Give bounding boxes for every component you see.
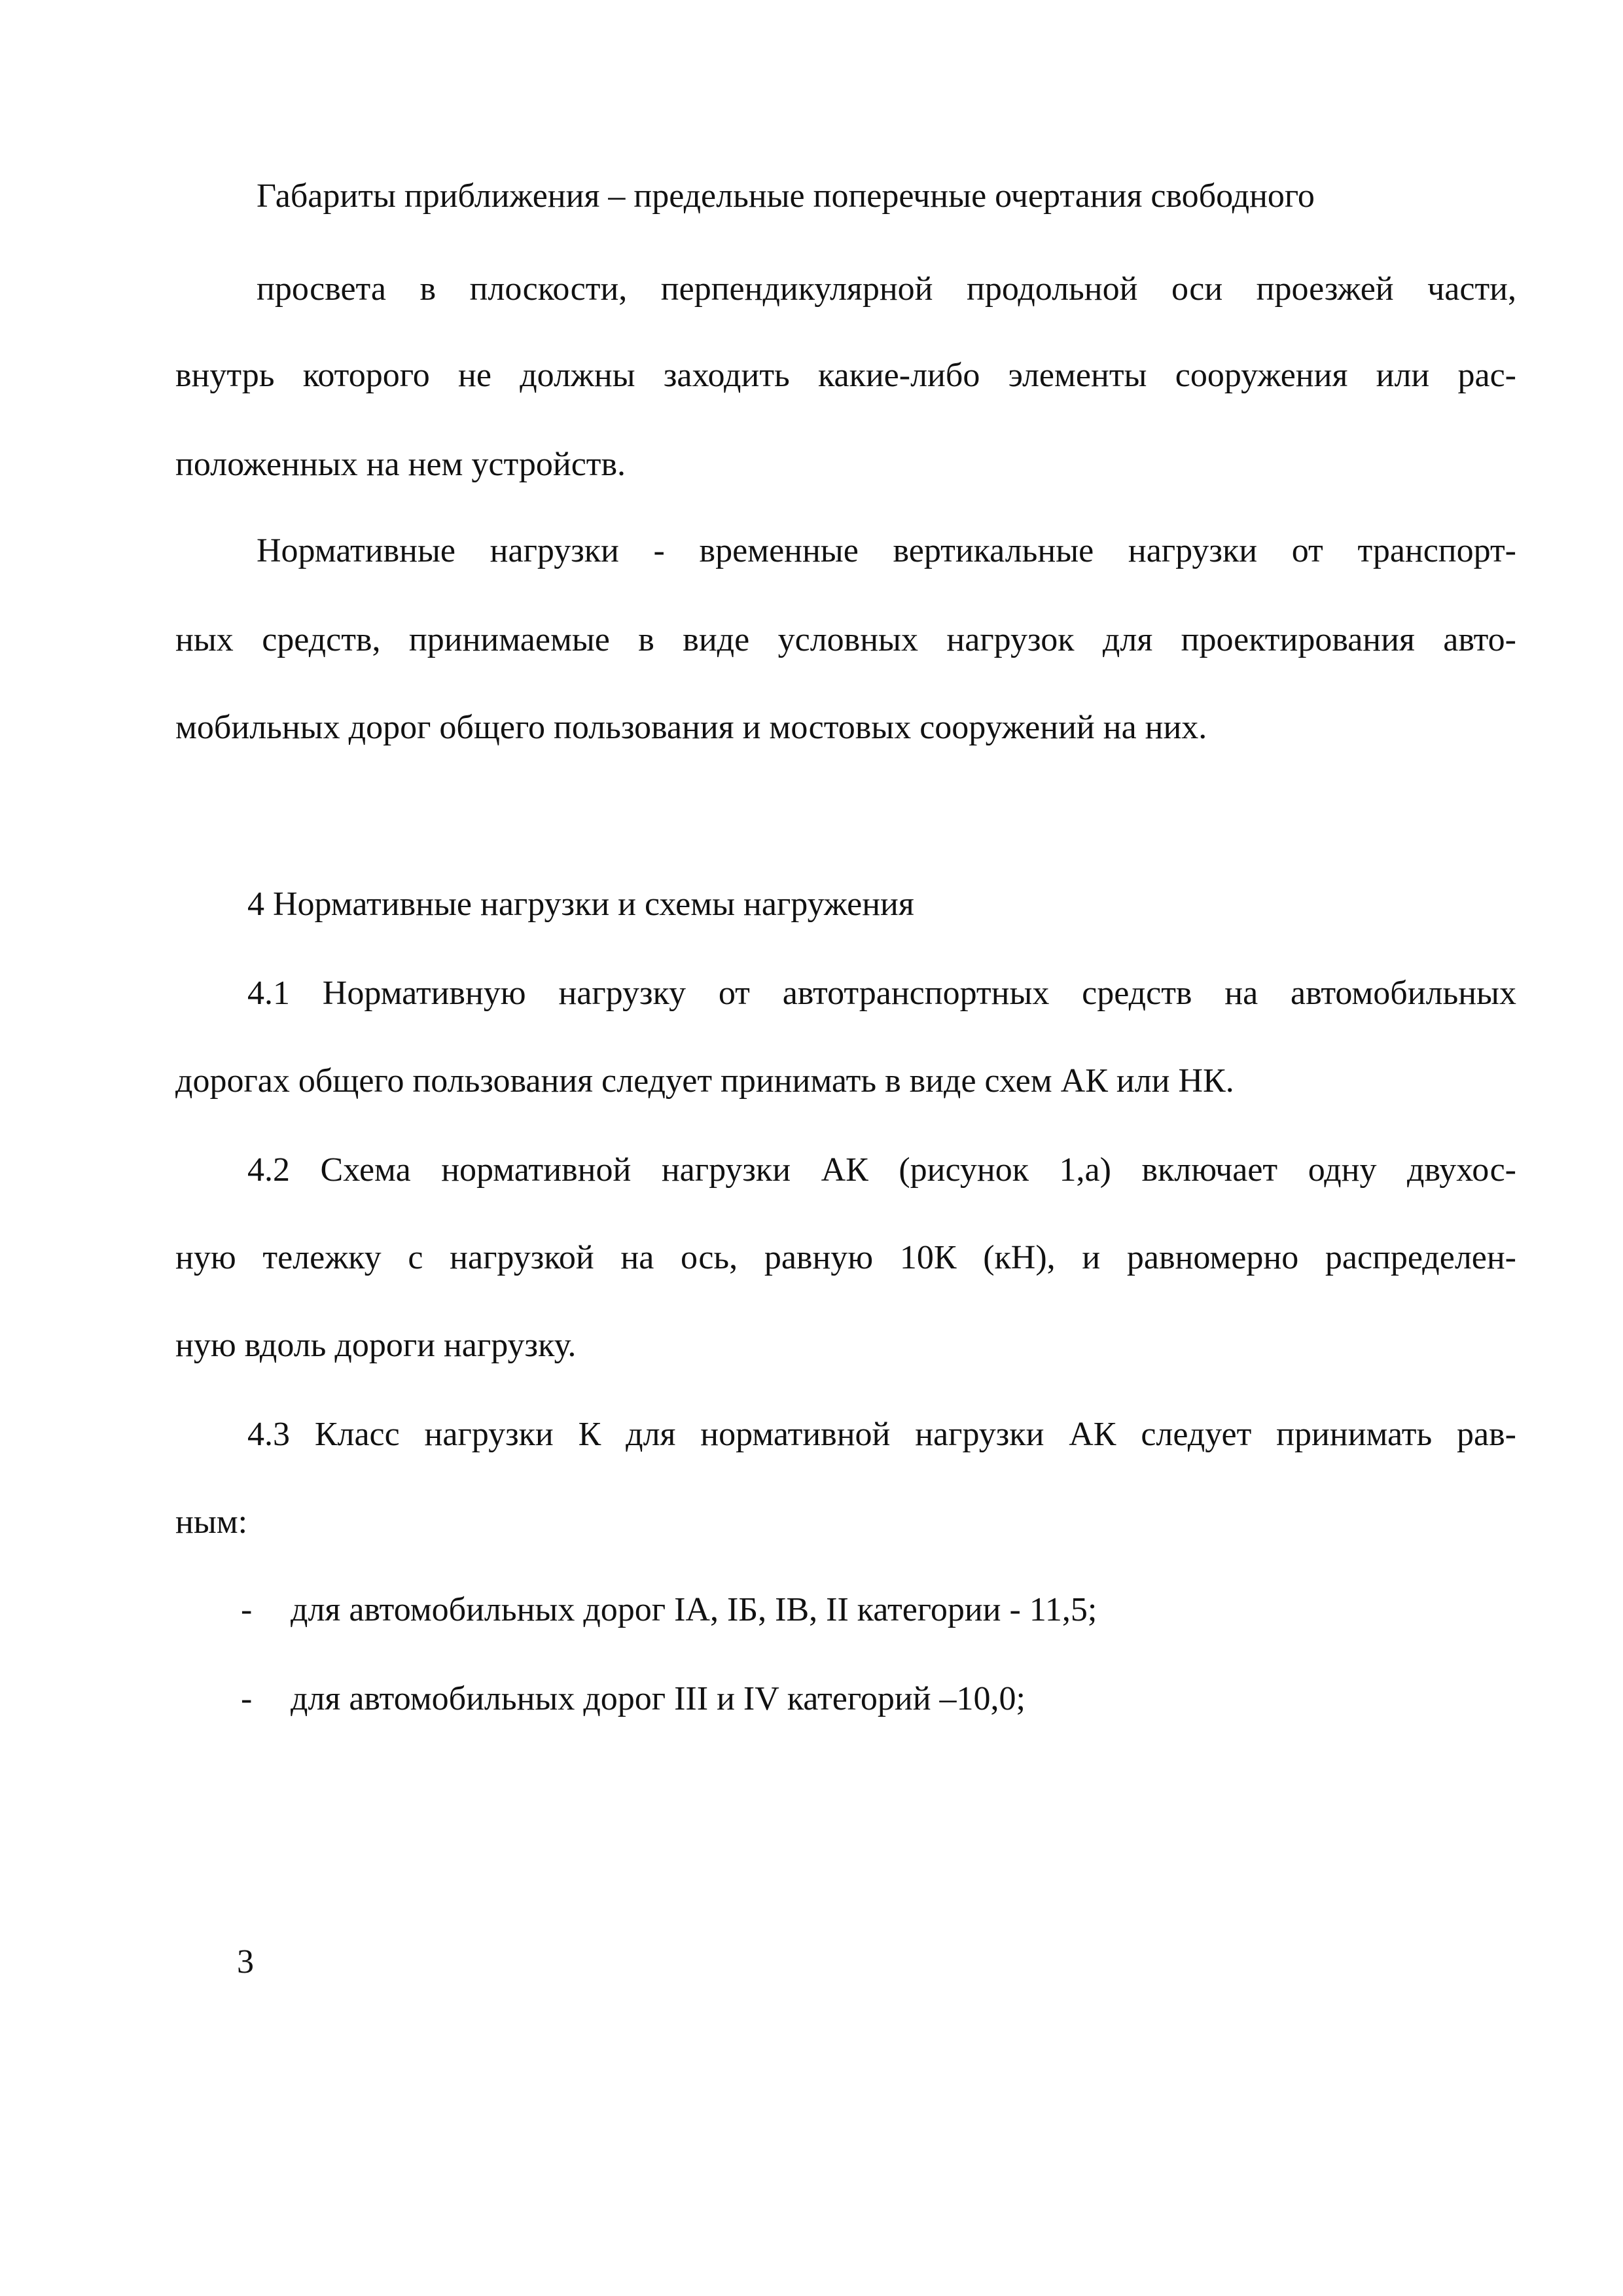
page-number: 3 xyxy=(237,1943,254,1981)
p42-line-1: 4.2 Схема нормативной нагрузки АК (рисунок 1,а) включает одну двухос- xyxy=(247,1151,1516,1189)
section-heading: 4 Нормативные нагрузки и схемы нагружения xyxy=(247,886,914,923)
p42-line-2: ную тележку с нагрузкой на ось, равную 10К (кН), и равномерно распределен- xyxy=(175,1239,1516,1276)
p41-line-2: дорогах общего пользования следует принимать в виде схем АК или НК. xyxy=(175,1062,1234,1100)
list-item-1-dash: - xyxy=(241,1591,253,1628)
p43-line-2: ным: xyxy=(175,1503,248,1541)
list-item-2-dash: - xyxy=(241,1680,253,1717)
list-item-1-text: для автомобильных дорог IА, IБ, IВ, II категории - 11,5; xyxy=(291,1591,1097,1628)
normativnye-line-1: Нормативные нагрузки - временные вертикальные нагрузки от транспорт- xyxy=(257,532,1516,569)
list-item-2-text: для автомобильных дорог III и IV категорий –10,0; xyxy=(291,1680,1026,1717)
p43-line-1: 4.3 Класс нагрузки К для нормативной нагрузки АК следует принимать рав- xyxy=(247,1416,1516,1453)
p42-line-3: ную вдоль дороги нагрузку. xyxy=(175,1327,577,1364)
gabarity-line-3: внутрь которого не должны заходить какие-либо элементы сооружения или рас- xyxy=(175,357,1516,394)
gabarity-line-1: Габариты приближения – предельные поперечные очертания свободного xyxy=(257,177,1315,215)
p41-line-1: 4.1 Нормативную нагрузку от автотранспортных средств на автомобильных xyxy=(247,975,1516,1012)
normativnye-line-3: мобильных дорог общего пользования и мостовых сооружений на них. xyxy=(175,709,1207,746)
normativnye-line-2: ных средств, принимаемые в виде условных нагрузок для проектирования авто- xyxy=(175,621,1516,658)
gabarity-line-4: положенных на нем устройств. xyxy=(175,446,626,483)
gabarity-line-2: просвета в плоскости, перпендикулярной продольной оси проезжей части, xyxy=(257,270,1516,308)
